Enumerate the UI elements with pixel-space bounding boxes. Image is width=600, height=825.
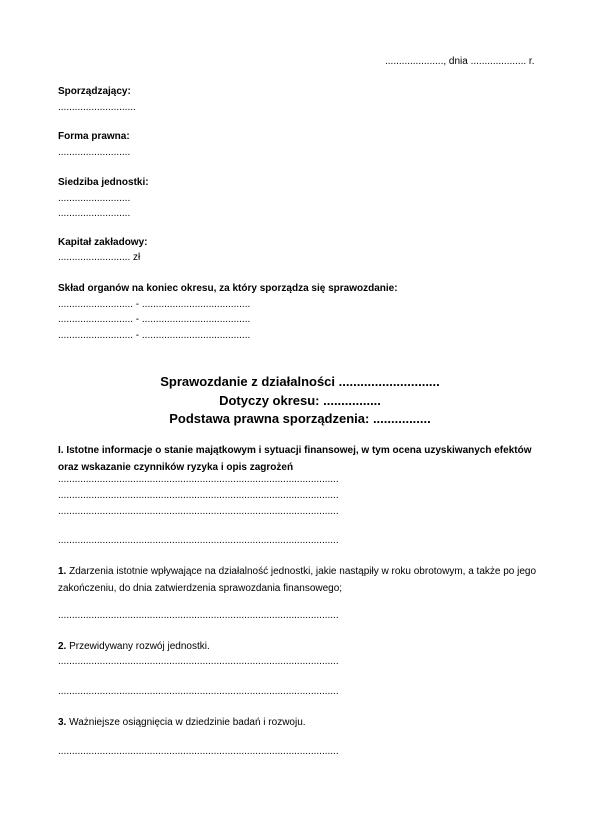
item-1-description: Zdarzenia istotnie wpływające na działalność jednostki, jakie nastąpiły w roku obrotowym, a także po jego zakończeniu, do dnia zatwierdzenia sprawozdania finansowego; (58, 566, 537, 594)
sklad-organow-line: ........................... - ....................................... (58, 299, 251, 310)
item-1-line: ..................................................................................................... (58, 610, 339, 621)
section-1-heading: I. Istotne informacje o stanie majątkowym i sytuacji finansowej, w tym ocena uzyskiwanych efektów oraz wskazanie czynników ryzyka i opis zagrożeń (58, 445, 532, 473)
siedziba-line: .......................... (58, 193, 131, 204)
sklad-organow-line: ........................... - ....................................... (58, 330, 251, 341)
report-title: Sprawozdanie z działalności ............................ (160, 374, 440, 389)
item-3-description: Ważniejsze osiągnięcia w dziedzinie badań i rozwoju. (66, 717, 306, 728)
item-3-text (58, 714, 548, 731)
item-1-number: 1. (58, 566, 67, 577)
item-1-text (58, 563, 548, 597)
item-3-line: ..................................................................................................... (58, 746, 339, 757)
forma-prawna-label: Forma prawna: (58, 131, 130, 142)
section-1-line: ..................................................................................................... (58, 535, 339, 546)
item-2-number: 2. (58, 641, 67, 652)
siedziba-label: Siedziba jednostki: (58, 177, 149, 188)
legal-basis-title: Podstawa prawna sporządzenia: ................ (169, 411, 431, 426)
siedziba-line: .......................... (58, 208, 131, 219)
section-1-line: ..................................................................................................... (58, 474, 339, 485)
item-3-number: 3. (58, 717, 67, 728)
item-2-text (58, 638, 548, 655)
date-line: ....................., dnia .................... r. (385, 56, 535, 67)
sporzadzajacy-line: ............................ (58, 102, 136, 113)
kapital-label: Kapitał zakładowy: (58, 237, 148, 248)
item-2-line: ..................................................................................................... (58, 656, 339, 667)
section-1-line: ..................................................................................................... (58, 490, 339, 501)
sklad-organow-label: Skład organów na koniec okresu, za który sporządza się sprawozdanie: (58, 283, 398, 294)
sklad-organow-line: ........................... - ....................................... (58, 314, 251, 325)
section-1-line: ..................................................................................................... (58, 506, 339, 517)
period-title: Dotyczy okresu: ................ (219, 393, 381, 408)
item-2-line: ..................................................................................................... (58, 686, 339, 697)
item-2-description: Przewidywany rozwój jednostki. (66, 641, 210, 652)
kapital-line: .......................... zł (58, 252, 141, 263)
forma-prawna-line: .......................... (58, 147, 131, 158)
sporzadzajacy-label: Sporządzający: (58, 86, 131, 97)
